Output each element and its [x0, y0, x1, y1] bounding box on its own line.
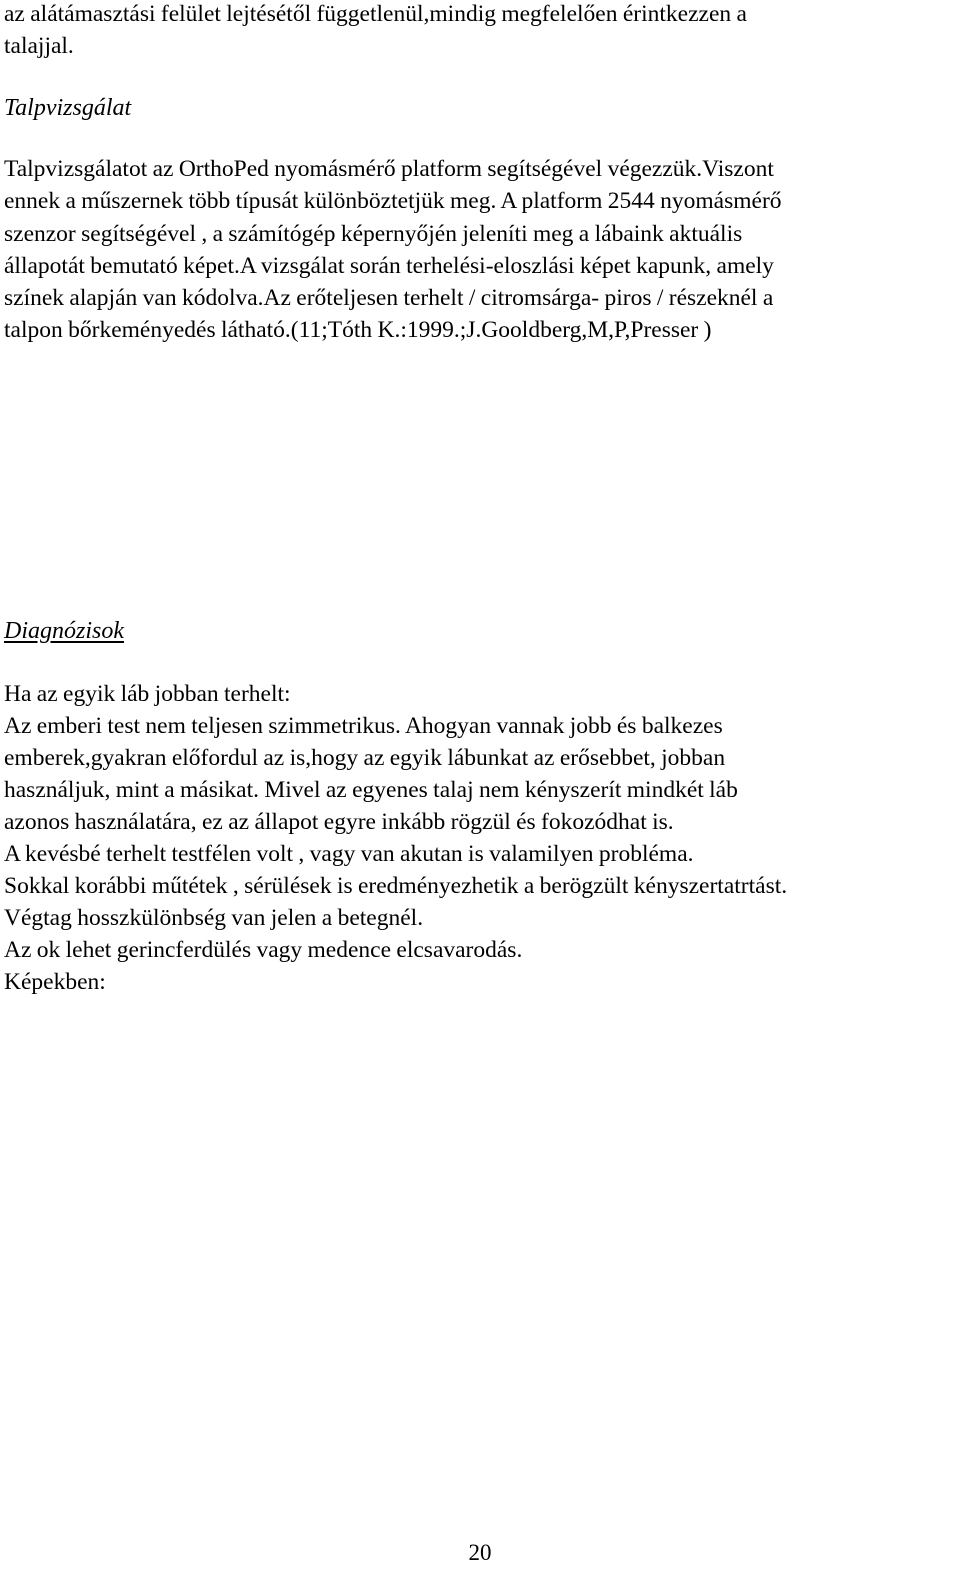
- text-line: Az ok lehet gerincferdülés vagy medence elcsavarodás.: [4, 936, 523, 963]
- talpvizsgalat-paragraph: [4, 153, 954, 347]
- section-heading-diagnozisok: Diagnózisok: [4, 618, 124, 644]
- text-line: talajjal.: [4, 33, 74, 60]
- text-line: színek alapján van kódolva.Az erőteljesen terhelt / citromsárga- piros / részeknél a: [4, 285, 774, 312]
- text-line: használjuk, mint a másikat. Mivel az egyenes talaj nem kényszerít mindkét láb: [4, 776, 738, 803]
- diagnozisok-paragraph: [4, 679, 954, 999]
- text-line: Talpvizsgálatot az OrthoPed nyomásmérő platform segítségével végezzük.Viszont: [4, 156, 774, 182]
- text-line: Végtag hosszkülönbség van jelen a betegnél.: [4, 904, 424, 931]
- text-line: talpon bőrkeményedés látható.(11;Tóth K.:1999.;J.Gooldberg,M,P,Presser ): [4, 317, 712, 344]
- text-line: Ha az egyik láb jobban terhelt:: [4, 681, 291, 707]
- text-line: állapotát bemutató képet.A vizsgálat során terhelési-eloszlási képet kapunk, amely: [4, 252, 774, 279]
- text-line: szenzor segítségével , a számítógép képernyőjén jeleníti meg a lábaink aktuális: [4, 220, 743, 247]
- text-line: A kevésbé terhelt testfélen volt , vagy van akutan is valamilyen probléma.: [4, 840, 694, 867]
- intro-paragraph: [4, 0, 954, 63]
- text-line: ennek a műszernek több típusát különböztetjük meg. A platform 2544 nyomásmérő: [4, 188, 782, 215]
- text-line: Képekben:: [4, 968, 106, 995]
- text-line: az alátámasztási felület lejtésétől függetlenül,mindig megfelelően érintkezzen a: [4, 1, 747, 27]
- text-line: emberek,gyakran előfordul az is,hogy az egyik lábunkat az erősebbet, jobban: [4, 744, 726, 771]
- section-heading-talpvizsgalat: Talpvizsgálat: [4, 95, 132, 121]
- page-number: 20: [468, 1540, 492, 1565]
- text-line: Sokkal korábbi műtétek , sérülések is eredményezhetik a berögzült kényszertatrtást.: [4, 872, 788, 899]
- text-line: Az emberi test nem teljesen szimmetrikus. Ahogyan vannak jobb és balkezes: [4, 712, 723, 739]
- text-line: azonos használatára, ez az állapot egyre inkább rögzül és fokozódhat is.: [4, 808, 674, 835]
